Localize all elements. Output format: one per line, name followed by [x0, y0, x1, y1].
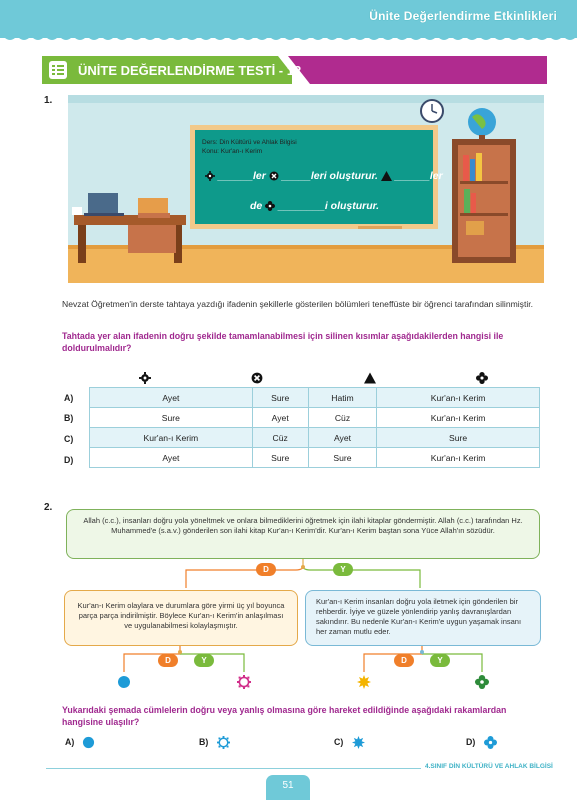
table-cell: Sure	[90, 408, 253, 428]
board-topic-label: Konu: Kur'an-ı Kerim	[202, 148, 263, 155]
false-pill: Y	[194, 654, 214, 667]
info-box-top: Allah (c.c.), insanları doğru yola yöneltmek ve onlara bilmediklerini öğretmek için ilahi kitaplar göndermiştir. Allah (c.c.) tarafından Hz. Muhammed'e (s.a.v.) gönderilen son ilahi kitap Kur'an-ı Kerim'dir. Kur'an-ı Kerim baştan sona Yüce Allah'ın sözüdür.	[66, 509, 540, 559]
blue-circle-icon	[117, 675, 131, 689]
classroom-illustration	[68, 95, 544, 283]
option-b-label[interactable]: B)	[64, 413, 74, 423]
table-row[interactable]	[90, 388, 540, 408]
answer-c-label[interactable]: C)	[334, 737, 344, 747]
table-cell: Sure	[252, 388, 308, 408]
table-cell: Ayet	[308, 428, 377, 448]
options-table	[89, 387, 540, 468]
question-1-stem: Tahtada yer alan ifadenin doğru şekilde tamamlanabilmesi için silinen kısımlar aşağıdakilerden hangisi ile doldurulmalıdır?	[62, 331, 504, 353]
info-box-left: Kur'an-ı Kerim olaylara ve durumlara göre yirmi üç yıl boyunca parça parça indirilmiştir. Böylece Kur'an-ı Kerim'in anlaşılması ve uygulanabilmesi kolaylaşmıştır.	[64, 590, 298, 646]
table-cell: Cüz	[252, 428, 308, 448]
table-cell: Sure	[252, 448, 308, 468]
true-pill: D	[256, 563, 276, 576]
board-sentence-2	[250, 200, 379, 212]
table-cell: Ayet	[252, 408, 308, 428]
question-1-text: Nevzat Öğretmen'in derste tahtaya yazdığı ifadenin şekillerle gösterilen bölümleri teneffüste bir öğrenci tarafından silinmiştir.	[62, 299, 534, 309]
table-cell: Kur'an-ı Kerim	[90, 428, 253, 448]
true-pill: D	[158, 654, 178, 667]
answer-a-label[interactable]: A)	[65, 737, 75, 747]
checklist-icon	[48, 60, 68, 80]
table-cell: Ayet	[90, 388, 253, 408]
question-2-number: 2.	[44, 502, 53, 513]
false-pill: Y	[333, 563, 353, 576]
board-blank-3: ______ler	[394, 170, 443, 182]
footer-line	[46, 768, 421, 769]
board-blank-1: ______ler	[217, 170, 266, 182]
yellow-starburst-icon	[357, 675, 371, 689]
blue-starburst-icon[interactable]	[352, 736, 365, 749]
answer-d-label[interactable]: D)	[466, 737, 476, 747]
board-word-de: de	[250, 200, 263, 212]
answer-b-label[interactable]: B)	[199, 737, 209, 747]
question-2-stem: Yukarıdaki şemada cümlelerin doğru veya yanlış olmasına göre hareket edildiğinde aşağıdaki rakamlardan hangisine ulaşılır?	[62, 705, 507, 727]
page-number: 51	[266, 775, 310, 800]
true-pill: D	[394, 654, 414, 667]
option-a-label[interactable]: A)	[64, 393, 74, 403]
flower-icon	[265, 201, 275, 211]
info-box-right: Kur'an-ı Kerim insanları doğru yola iletmek için gönderilen bir rehberdir. İyiye ve güzele yönlendirip yanlış davranışlardan sakındırır. Bu nedenle Kur'an-ı Kerim'e uygun yaşamak insanı her zaman mutlu eder.	[305, 590, 541, 646]
option-d-label[interactable]: D)	[64, 455, 74, 465]
table-cell: Kur'an-ı Kerim	[377, 388, 540, 408]
triangle-icon	[381, 171, 392, 181]
circle-x-icon	[269, 171, 279, 181]
board-blank-2: _____leri oluşturur.	[281, 170, 378, 182]
gear-icon	[205, 171, 215, 181]
pink-gear-icon	[237, 675, 251, 689]
footer-subject: 4.SINIF DİN KÜLTÜRÜ VE AHLAK BİLGİSİ	[425, 763, 553, 770]
table-cell: Sure	[377, 428, 540, 448]
table-row[interactable]	[90, 428, 540, 448]
false-pill: Y	[430, 654, 450, 667]
table-row[interactable]	[90, 408, 540, 428]
header-scallop	[0, 30, 577, 46]
blue-flower-icon[interactable]	[484, 736, 497, 749]
table-cell: Cüz	[308, 408, 377, 428]
question-1-number: 1.	[44, 95, 53, 106]
triangle-icon	[364, 372, 376, 384]
flower-icon	[476, 372, 488, 384]
green-flower-icon	[475, 675, 489, 689]
pink-gear-icon[interactable]	[217, 736, 230, 749]
table-cell: Ayet	[90, 448, 253, 468]
table-cell: Kur'an-ı Kerim	[377, 408, 540, 428]
blue-circle-icon[interactable]	[82, 736, 95, 749]
table-cell: Hatim	[308, 388, 377, 408]
board-lesson-label: Ders: Din Kültürü ve Ahlak Bilgisi	[202, 139, 297, 146]
gear-icon	[139, 372, 151, 384]
board-blank-4: ________i oluşturur.	[278, 200, 380, 212]
board-sentence-1	[205, 170, 443, 182]
table-row[interactable]	[90, 448, 540, 468]
circle-x-icon	[251, 372, 263, 384]
table-cell: Kur'an-ı Kerim	[377, 448, 540, 468]
option-c-label[interactable]: C)	[64, 434, 74, 444]
test-title: ÜNİTE DEĞERLENDİRME TESTİ - 12	[78, 63, 302, 78]
table-cell: Sure	[308, 448, 377, 468]
unit-title: Ünite Değerlendirme Etkinlikleri	[369, 9, 557, 23]
